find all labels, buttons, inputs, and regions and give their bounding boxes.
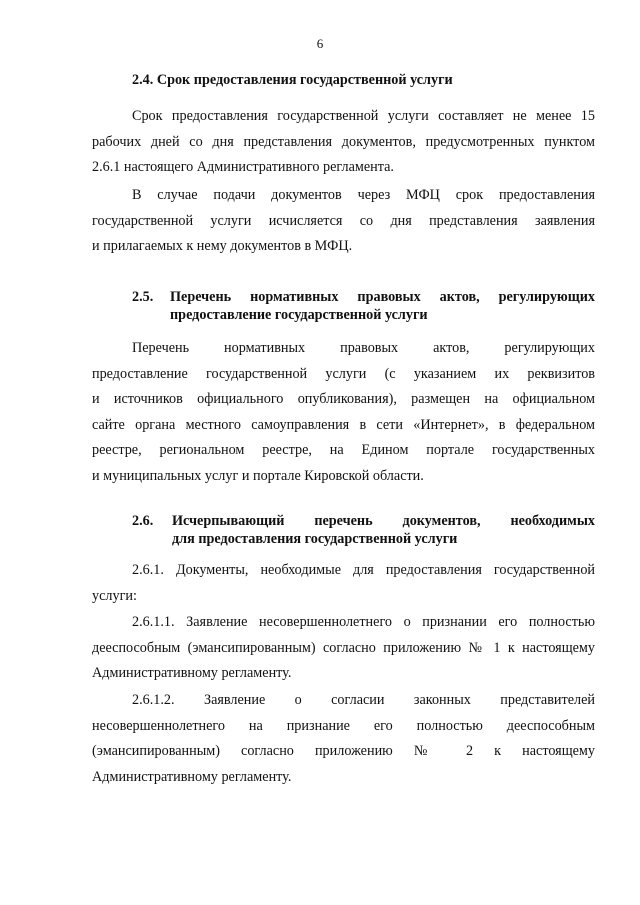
line: и источников официального опубликования), размещен на официальном [92,391,595,407]
line: (эмансипированным) согласно приложению № 2 к настоящему [92,743,595,759]
section-2-4-paragraph-2 [92,183,595,260]
line: и муниципальных услуг и портале Кировской области. [92,467,424,484]
section-2-4-heading: 2.4. Срок предоставления государственной услуги [132,72,453,88]
page-number: 6 [316,36,324,51]
line: реестре, региональном реестре, на Едином портале государственных [92,442,595,458]
line: и прилагаемых к нему документов в МФЦ. [92,238,353,254]
line: предоставление государственной услуги (с указанием их реквизитов [92,365,595,382]
line: сайте органа местного самоуправления в сети «Интернет», в федеральном [92,416,595,433]
line: дееспособным (эмансипированным) согласно приложению № 1 к настоящему [92,639,595,656]
item-2-6-1-1 [92,610,595,687]
heading-line: предоставление государственной услуги [170,307,428,323]
line: 2.6.1 настоящего Административного регламента. [92,159,394,175]
section-2-5-number: 2.5. [132,289,154,305]
heading-line: Перечень нормативных правовых актов, регулирующих [170,289,595,305]
line: рабочих дней со дня представления документов, предусмотренных пунктом [92,133,595,150]
section-2-4-paragraph-1 [92,104,595,181]
line: Административному регламенту. [92,665,292,681]
line: 2.6.1. Документы, необходимые для предоставления государственной [132,562,595,578]
section-2-5-paragraph [92,336,595,489]
line: услуги: [92,587,137,604]
line: В случае подачи документов через МФЦ срок предоставления [132,187,595,203]
line: несовершеннолетнего на признание его полностью дееспособным [92,717,595,734]
section-2-5-heading [170,288,595,324]
line: 2.6.1.1. Заявление несовершеннолетнего о признании его полностью [132,614,595,630]
item-2-6-1 [92,558,595,609]
heading-line: Исчерпывающий перечень документов, необходимых [172,513,595,529]
heading-line: для предоставления государственной услуги [172,531,458,547]
line: Административному регламенту. [92,768,292,785]
line: государственной услуги исчисляется со дня представления заявления [92,212,595,229]
section-2-6-heading [172,512,595,548]
line: Перечень нормативных правовых актов, регулирующих [132,340,595,356]
line: Срок предоставления государственной услуги составляет не менее 15 [132,108,595,124]
item-2-6-1-2 [92,688,595,790]
section-2-6-number: 2.6. [132,513,154,529]
line: 2.6.1.2. Заявление о согласии законных представителей [132,692,595,708]
